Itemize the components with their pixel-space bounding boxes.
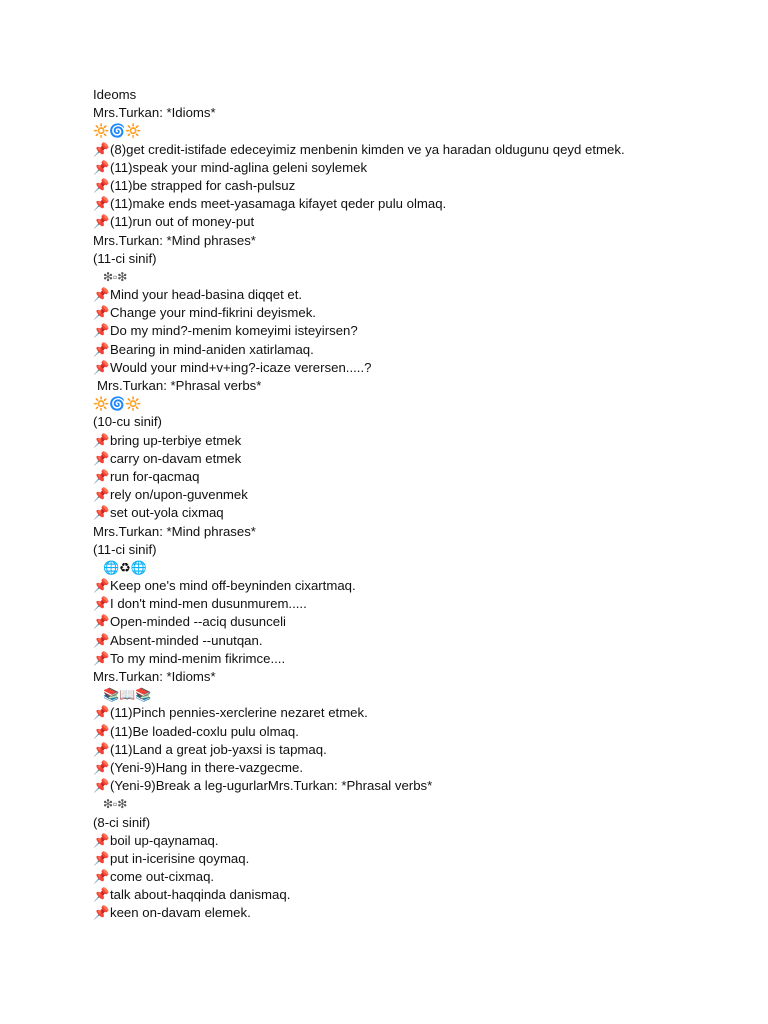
emoji-divider: [93, 686, 733, 704]
pushpin-icon: 📌: [93, 596, 110, 612]
list-item: [93, 177, 733, 195]
pushpin-icon: 📌: [93, 450, 110, 466]
text-line-text: Mrs.Turkan: *Mind phrases*: [93, 523, 256, 539]
list-item-text: run for-qacmaq: [110, 468, 200, 484]
pushpin-icon: 📌: [93, 359, 110, 375]
list-item-text: Absent-minded --unutqan.: [110, 632, 263, 648]
list-item: [93, 904, 733, 922]
list-item-text: (Yeni-9)Hang in there-vazgecme.: [110, 759, 304, 775]
text-line-text: (8-ci sinif): [93, 814, 151, 830]
text-line: [93, 668, 733, 686]
text-line-text: Ideoms: [93, 87, 137, 102]
list-item-text: (8)get credit-istifade edeceyimiz menbenin kimden ve ya haradan oldugunu qeyd etmek.: [110, 141, 625, 157]
list-item: [93, 741, 733, 759]
pushpin-icon: 📌: [93, 468, 110, 484]
pushpin-icon: 📌: [93, 305, 110, 321]
list-item-text: I don't mind-men dusunmurem.....: [110, 596, 307, 612]
list-item-text: (Yeni-9)Break a leg-ugurlarMrs.Turkan: *Phrasal verbs*: [110, 778, 433, 794]
text-line: [93, 104, 733, 122]
pushpin-icon: 📌: [93, 487, 110, 503]
list-item: [93, 613, 733, 631]
emoji-divider-text: 🌐♻🌐: [103, 559, 148, 575]
list-item-text: Keep one's mind off-beyninden cixartmaq.: [110, 578, 356, 594]
list-item: [93, 432, 733, 450]
pushpin-icon: 📌: [93, 723, 110, 739]
list-item: [93, 322, 733, 340]
emoji-divider: [93, 559, 733, 577]
list-item-text: (11)Be loaded-coxlu pulu olmaq.: [110, 723, 299, 739]
list-item-text: boil up-qaynamaq.: [110, 832, 219, 848]
list-item-text: keen on-davam elemek.: [110, 905, 251, 921]
list-item: [93, 213, 733, 231]
list-item-text: carry on-davam etmek: [110, 450, 242, 466]
list-item: [93, 195, 733, 213]
text-line: [93, 814, 733, 832]
list-item-text: set out-yola cixmaq: [110, 505, 224, 521]
document-body: [93, 86, 733, 923]
list-item: [93, 341, 733, 359]
text-line: [93, 523, 733, 541]
list-item: [93, 850, 733, 868]
list-item-text: Do my mind?-menim komeyimi isteyirsen?: [110, 323, 358, 339]
pushpin-icon: 📌: [93, 159, 110, 175]
list-item: [93, 286, 733, 304]
list-item-text: put in-icerisine qoymaq.: [110, 850, 250, 866]
text-line-text: Mrs.Turkan: *Idioms*: [93, 669, 216, 684]
pushpin-icon: 📌: [93, 705, 110, 721]
list-item-text: Open-minded --aciq dusunceli: [110, 614, 286, 630]
list-item: [93, 632, 733, 650]
list-item-text: talk about-haqqinda danismaq.: [110, 887, 291, 903]
pushpin-icon: 📌: [93, 869, 110, 885]
pushpin-icon: 📌: [93, 850, 110, 866]
list-item: [93, 504, 733, 522]
pushpin-icon: 📌: [93, 905, 110, 921]
pushpin-icon: 📌: [93, 214, 110, 230]
text-line-text: (10-cu sinif): [93, 414, 162, 430]
pushpin-icon: 📌: [93, 287, 110, 303]
list-item: [93, 777, 733, 795]
text-line-text: (11-ci sinif): [93, 250, 157, 266]
list-item-text: (11)run out of money-put: [110, 214, 255, 230]
text-line: [93, 86, 733, 104]
emoji-divider-text: 🔆🌀🔆: [93, 396, 142, 412]
list-item: [93, 577, 733, 595]
emoji-divider: [93, 122, 733, 140]
pushpin-icon: 📌: [93, 778, 110, 794]
text-line-text: Mrs.Turkan: *Idioms*: [93, 105, 216, 121]
list-item: [93, 759, 733, 777]
text-line: [93, 541, 733, 559]
text-line: [93, 413, 733, 431]
list-item-text: rely on/upon-guvenmek: [110, 487, 248, 503]
list-item-text: come out-cixmaq.: [110, 869, 215, 885]
sparkle-divider-text: ❇▫❇: [103, 269, 128, 284]
text-line: [93, 250, 733, 268]
list-item: [93, 304, 733, 322]
list-item-text: Change your mind-fikrini deyismek.: [110, 305, 316, 321]
list-item-text: (11)make ends meet-yasamaga kifayet qeder pulu olmaq.: [110, 196, 447, 212]
list-item-text: (11)be strapped for cash-pulsuz: [110, 177, 296, 193]
pushpin-icon: 📌: [93, 832, 110, 848]
pushpin-icon: 📌: [93, 505, 110, 521]
list-item-text: bring up-terbiye etmek: [110, 432, 242, 448]
list-item-text: To my mind-menim fikrimce....: [110, 650, 286, 666]
list-item: [93, 832, 733, 850]
pushpin-icon: 📌: [93, 177, 110, 193]
list-item-text: (11)Pinch pennies-xerclerine nezaret etmek.: [110, 705, 368, 721]
pushpin-icon: 📌: [93, 650, 110, 666]
emoji-divider: [93, 395, 733, 413]
list-item: [93, 886, 733, 904]
list-item: [93, 868, 733, 886]
list-item: [93, 486, 733, 504]
list-item: [93, 595, 733, 613]
pushpin-icon: 📌: [93, 432, 110, 448]
pushpin-icon: 📌: [93, 887, 110, 903]
sparkle-divider-text: ❇▫❇: [103, 797, 128, 812]
list-item-text: (11)Land a great job-yaxsi is tapmaq.: [110, 741, 327, 757]
list-item: [93, 723, 733, 741]
sparkle-divider: [93, 795, 733, 813]
sparkle-divider: [93, 268, 733, 286]
pushpin-icon: 📌: [93, 341, 110, 357]
list-item: [93, 468, 733, 486]
text-line: [93, 232, 733, 250]
list-item: [93, 450, 733, 468]
list-item: [93, 141, 733, 159]
text-line-text: (11-ci sinif): [93, 541, 157, 557]
list-item-text: (11)speak your mind-aglina geleni soylemek: [110, 159, 368, 175]
section-heading: [93, 377, 733, 395]
pushpin-icon: 📌: [93, 614, 110, 630]
emoji-divider-text: 📚📖📚: [103, 687, 152, 703]
list-item: [93, 359, 733, 377]
list-item: [93, 159, 733, 177]
pushpin-icon: 📌: [93, 759, 110, 775]
pushpin-icon: 📌: [93, 741, 110, 757]
list-item: [93, 650, 733, 668]
list-item-text: Mind your head-basina diqqet et.: [110, 287, 303, 303]
section-heading-text: Mrs.Turkan: *Phrasal verbs*: [97, 378, 262, 393]
list-item-text: Would your mind+v+ing?-icaze verersen.....?: [110, 359, 372, 375]
pushpin-icon: 📌: [93, 578, 110, 594]
list-item: [93, 704, 733, 722]
pushpin-icon: 📌: [93, 196, 110, 212]
text-line-text: Mrs.Turkan: *Mind phrases*: [93, 232, 256, 248]
emoji-divider-text: 🔆🌀🔆: [93, 123, 142, 139]
pushpin-icon: 📌: [93, 323, 110, 339]
pushpin-icon: 📌: [93, 632, 110, 648]
list-item-text: Bearing in mind-aniden xatirlamaq.: [110, 341, 314, 357]
pushpin-icon: 📌: [93, 141, 110, 157]
